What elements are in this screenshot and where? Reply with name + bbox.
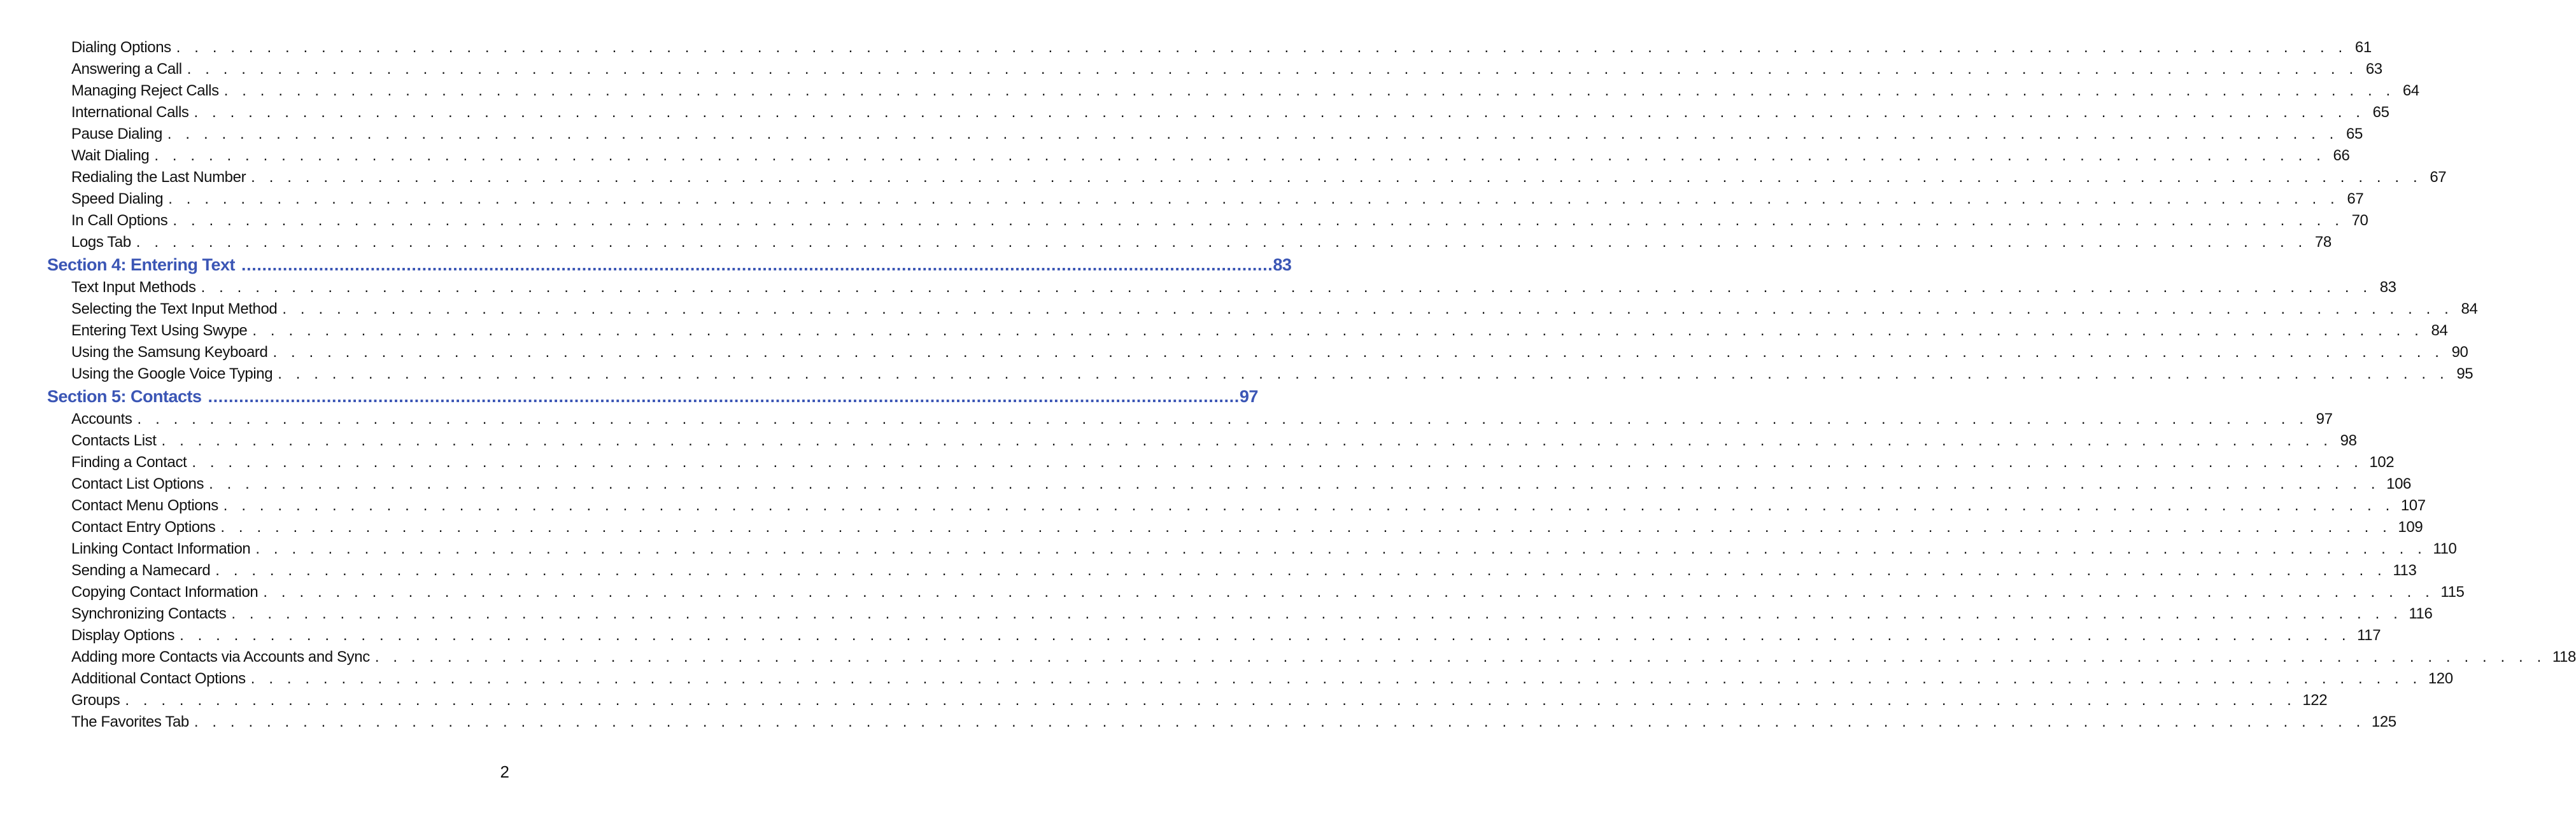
page-ref: 67: [2347, 190, 2364, 207]
page-ref: 115: [2440, 583, 2465, 601]
toc-entry[interactable]: [47, 342, 2468, 363]
section-title: Section 4: Entering Text: [47, 255, 236, 274]
toc-entry[interactable]: [47, 711, 2396, 733]
dot-leader: . . . . . . . . . . . . . . . . . . . . . . . . . . . . . . . . . . . . . . . . . . . . . . . . . . . . . . . . . . . . . . . . . . . . . . . . . . . . . . . . . . . . . . . . . . . . . . . . . . . . . . . . . . . . . . . . . . . . . . . .: [180, 627, 2351, 644]
entry-title: Contact List Options: [71, 475, 204, 492]
entry-title: Redialing the Last Number: [71, 169, 246, 186]
dot-leader: . . . . . . . . . . . . . . . . . . . . . . . . . . . . . . . . . . . . . . . . . . . . . . . . . . . . . . . . . . . . . . . . . . . . . . . . . . . . . . . . . . . . . . . . . . . . . . . . . . . . . . . . . . . . . . . . . . . . . . . .: [231, 605, 2403, 622]
toc-entry[interactable]: [47, 430, 2357, 452]
entry-title: Text Input Methods: [71, 279, 196, 296]
dot-leader: . . . . . . . . . . . . . . . . . . . . . . . . . . . . . . . . . . . . . . . . . . . . . . . . . . . . . . . . . . . . . . . . . . . . . . . . . . . . . . . . . . . . . . . . . . . . . . . . . . . . . . . . . . . . . . . . . . . . . . . .: [192, 454, 2363, 471]
page-ref: 66: [2333, 147, 2350, 164]
toc-entry[interactable]: [47, 473, 2411, 495]
dot-leader: . . . . . . . . . . . . . . . . . . . . . . . . . . . . . . . . . . . . . . . . . . . . . . . . . . . . . . . . . . . . . . . . . . . . . . . . . . . . . . . . . . . . . . . . . . . . . . . . . . . . . . . . . . . . . . . . . . . . . . . .: [223, 497, 2395, 514]
entry-title: Speed Dialing: [71, 190, 164, 207]
dot-leader: . . . . . . . . . . . . . . . . . . . . . . . . . . . . . . . . . . . . . . . . . . . . . . . . . . . . . . . . . . . . . . . . . . . . . . . . . . . . . . . . . . . . . . . . . . . . . . . . . . . . . . . . . . . . . . . . . . . . . . . .: [220, 519, 2392, 536]
page-ref: 65: [2372, 104, 2389, 121]
entry-title: Managing Reject Calls: [71, 82, 219, 99]
dot-leader: . . . . . . . . . . . . . . . . . . . . . . . . . . . . . . . . . . . . . . . . . . . . . . . . . . . . . . . . . . . . . . . . . . . . . . . . . . . . . . . . . . . . . . . . . . . . . . . . . . . . . . . . . . . . . . . . . . . . . . . .: [250, 670, 2422, 687]
dot-leader: . . . . . . . . . . . . . . . . . . . . . . . . . . . . . . . . . . . . . . . . . . . . . . . . . . . . . . . . . . . . . . . . . . . . . . . . . . . . . . . . . . . . . . . . . . . . . . . . . . . . . . . . . . . . . . . . . . . . . . . .: [173, 212, 2344, 229]
toc-entry[interactable]: [47, 145, 2350, 167]
toc-entry[interactable]: [47, 690, 2328, 711]
entry-title: Contact Entry Options: [71, 519, 216, 536]
dot-leader: . . . . . . . . . . . . . . . . . . . . . . . . . . . . . . . . . . . . . . . . . . . . . . . . . . . . . . . . . . . . . . . . . . . . . . . . . . . . . . . . . . . . . . . . . . . . . . . . . . . . . . . . . . . . . . . . . . . . . . . .: [201, 279, 2372, 296]
toc-section-heading[interactable]: [47, 385, 1258, 409]
toc-entry[interactable]: [47, 646, 2576, 668]
page-ref: 106: [2386, 475, 2411, 492]
dot-leader: . . . . . . . . . . . . . . . . . . . . . . . . . . . . . . . . . . . . . . . . . . . . . . . . . . . . . . . . . . . . . . . . . . . . . . . . . . . . . . . . . . . . . . . . . . . . . . . . . . . . . . . . . . . . . . . . . . . . . . . .: [194, 713, 2365, 730]
entry-title: Contacts List: [71, 432, 157, 449]
entry-title: Groups: [71, 692, 120, 709]
page-ref: 122: [2302, 692, 2328, 709]
page-ref: 65: [2346, 125, 2363, 143]
entry-title: Display Options: [71, 627, 175, 644]
dot-leader: . . . . . . . . . . . . . . . . . . . . . . . . . . . . . . . . . . . . . . . . . . . . . . . . . . . . . . . . . . . . . . . . . . . . . . . . . . . . . . . . . . . . . . . . . . . . . . . . . . . . . . . . . . . . . . . . . . . . . . . .: [278, 365, 2449, 382]
page-ref: 67: [2430, 169, 2447, 186]
dot-leader: . . . . . . . . . . . . . . . . . . . . . . . . . . . . . . . . . . . . . . . . . . . . . . . . . . . . . . . . . . . . . . . . . . . . . . . . . . . . . . . . . . . . . . . . . . . . . . . . . . . . . . . . . . . . . . . . . . . . . . . .: [137, 410, 2309, 428]
dot-leader: . . . . . . . . . . . . . . . . . . . . . . . . . . . . . . . . . . . . . . . . . . . . . . . . . . . . . . . . . . . . . . . . . . . . . . . . . . . . . . . . . . . . . . . . . . . . . . . . . . . . . . . . . . . . . . . . . . . . . . . .: [209, 475, 2381, 492]
toc-entry[interactable]: [47, 582, 2465, 603]
toc-entry[interactable]: [47, 538, 2457, 560]
dot-leader: . . . . . . . . . . . . . . . . . . . . . . . . . . . . . . . . . . . . . . . . . . . . . . . . . . . . . . . . . . . . . . . . . . . . . . . . . . . . . . . . . . . . . . . . . . . . . . . . . . . . . . . . . . . . . . . . . . . . . . . .: [215, 562, 2387, 579]
toc-entry[interactable]: [47, 320, 2448, 342]
dot-leader: . . . . . . . . . . . . . . . . . . . . . . . . . . . . . . . . . . . . . . . . . . . . . . . . . . . . . . . . . . . . . . . . . . . . . . . . . . . . . . . . . . . . . . . . . . . . . . . . . . . . . . . . . . . . . . . . . . . . . . . .: [272, 344, 2444, 361]
page-number: 2: [500, 762, 509, 781]
page-ref: 97: [1239, 387, 1258, 406]
entry-title: Selecting the Text Input Method: [71, 300, 278, 318]
toc-entry[interactable]: [47, 210, 2368, 232]
page-ref: 63: [2365, 60, 2382, 78]
entry-title: Linking Contact Information: [71, 540, 251, 557]
page-ref: 70: [2351, 212, 2368, 229]
page-ref: 109: [2398, 519, 2423, 536]
entry-title: Pause Dialing: [71, 125, 162, 143]
toc-entry[interactable]: [47, 232, 2332, 253]
toc-entry[interactable]: [47, 625, 2381, 646]
dot-leader: . . . . . . . . . . . . . . . . . . . . . . . . . . . . . . . . . . . . . . . . . . . . . . . . . . . . . . . . . . . . . . . . . . . . . . . . . . . . . . . . . . . . . . . . . . . . . . . . . . . . . . . . . . . . . . . . . . . . . . . .: [282, 300, 2454, 318]
toc-entry[interactable]: [47, 167, 2447, 188]
dot-leader: ........................................................................................................................................................................................................: [241, 255, 1273, 274]
page-ref: 120: [2428, 670, 2453, 687]
entry-title: Entering Text Using Swype: [71, 322, 248, 339]
dot-leader: . . . . . . . . . . . . . . . . . . . . . . . . . . . . . . . . . . . . . . . . . . . . . . . . . . . . . . . . . . . . . . . . . . . . . . . . . . . . . . . . . . . . . . . . . . . . . . . . . . . . . . . . . . . . . . . . . . . . . . . .: [167, 125, 2339, 143]
entry-title: Using the Google Voice Typing: [71, 365, 273, 382]
page-ref: 61: [2354, 39, 2372, 56]
toc-entry[interactable]: [47, 560, 2417, 582]
entry-title: Using the Samsung Keyboard: [71, 344, 268, 361]
dot-leader: . . . . . . . . . . . . . . . . . . . . . . . . . . . . . . . . . . . . . . . . . . . . . . . . . . . . . . . . . . . . . . . . . . . . . . . . . . . . . . . . . . . . . . . . . . . . . . . . . . . . . . . . . . . . . . . . . . . . . . . .: [194, 104, 2365, 121]
page-ref: 113: [2393, 562, 2417, 579]
entry-title: Sending a Namecard: [71, 562, 211, 579]
entry-title: In Call Options: [71, 212, 168, 229]
page-ref: 83: [1273, 255, 1292, 274]
entry-title: The Favorites Tab: [71, 713, 189, 730]
entry-title: Contact Menu Options: [71, 497, 218, 514]
page-ref: 116: [2409, 605, 2433, 622]
dot-leader: . . . . . . . . . . . . . . . . . . . . . . . . . . . . . . . . . . . . . . . . . . . . . . . . . . . . . . . . . . . . . . . . . . . . . . . . . . . . . . . . . . . . . . . . . . . . . . . . . . . . . . . . . . . . . . . . . . . . . . . .: [374, 648, 2546, 666]
toc-section-heading[interactable]: [47, 253, 1292, 277]
entry-title: Finding a Contact: [71, 454, 187, 471]
toc-entry[interactable]: [47, 452, 2395, 473]
toc-entry[interactable]: [47, 517, 2423, 538]
page-ref: 125: [2371, 713, 2396, 730]
dot-leader: . . . . . . . . . . . . . . . . . . . . . . . . . . . . . . . . . . . . . . . . . . . . . . . . . . . . . . . . . . . . . . . . . . . . . . . . . . . . . . . . . . . . . . . . . . . . . . . . . . . . . . . . . . . . . . . . . . . . . . . .: [255, 540, 2427, 557]
table-of-contents: [47, 37, 2576, 733]
dot-leader: . . . . . . . . . . . . . . . . . . . . . . . . . . . . . . . . . . . . . . . . . . . . . . . . . . . . . . . . . . . . . . . . . . . . . . . . . . . . . . . . . . . . . . . . . . . . . . . . . . . . . . . . . . . . . . . . . . . . . . . .: [176, 39, 2347, 56]
dot-leader: . . . . . . . . . . . . . . . . . . . . . . . . . . . . . . . . . . . . . . . . . . . . . . . . . . . . . . . . . . . . . . . . . . . . . . . . . . . . . . . . . . . . . . . . . . . . . . . . . . . . . . . . . . . . . . . . . . . . . . . .: [161, 432, 2333, 449]
entry-title: Copying Contact Information: [71, 583, 258, 601]
toc-entry[interactable]: [47, 277, 2396, 298]
dot-leader: . . . . . . . . . . . . . . . . . . . . . . . . . . . . . . . . . . . . . . . . . . . . . . . . . . . . . . . . . . . . . . . . . . . . . . . . . . . . . . . . . . . . . . . . . . . . . . . . . . . . . . . . . . . . . . . . . . . . . . . .: [252, 322, 2424, 339]
dot-leader: . . . . . . . . . . . . . . . . . . . . . . . . . . . . . . . . . . . . . . . . . . . . . . . . . . . . . . . . . . . . . . . . . . . . . . . . . . . . . . . . . . . . . . . . . . . . . . . . . . . . . . . . . . . . . . . . . . . . . . . .: [125, 692, 2296, 709]
section-title: Section 5: Contacts: [47, 387, 202, 406]
toc-entry[interactable]: [47, 363, 2473, 385]
dot-leader: . . . . . . . . . . . . . . . . . . . . . . . . . . . . . . . . . . . . . . . . . . . . . . . . . . . . . . . . . . . . . . . . . . . . . . . . . . . . . . . . . . . . . . . . . . . . . . . . . . . . . . . . . . . . . . . . . . . . . . . .: [187, 60, 2358, 78]
page-ref: 110: [2433, 540, 2457, 557]
page-ref: 90: [2451, 344, 2468, 361]
page-ref: 83: [2379, 279, 2396, 296]
dot-leader: . . . . . . . . . . . . . . . . . . . . . . . . . . . . . . . . . . . . . . . . . . . . . . . . . . . . . . . . . . . . . . . . . . . . . . . . . . . . . . . . . . . . . . . . . . . . . . . . . . . . . . . . . . . . . . . . . . . . . . . .: [263, 583, 2435, 601]
toc-entry[interactable]: [47, 123, 2363, 145]
toc-entry[interactable]: [47, 59, 2382, 80]
toc-entry[interactable]: [47, 102, 2389, 123]
page-ref: 107: [2400, 497, 2426, 514]
page-ref: 78: [2314, 234, 2332, 251]
entry-title: Wait Dialing: [71, 147, 150, 164]
entry-title: Adding more Contacts via Accounts and Sync: [71, 648, 370, 666]
page-ref: 102: [2369, 454, 2395, 471]
toc-entry[interactable]: [47, 298, 2478, 320]
dot-leader: . . . . . . . . . . . . . . . . . . . . . . . . . . . . . . . . . . . . . . . . . . . . . . . . . . . . . . . . . . . . . . . . . . . . . . . . . . . . . . . . . . . . . . . . . . . . . . . . . . . . . . . . . . . . . . . . . . . . . . . .: [136, 234, 2307, 251]
page-ref: 117: [2357, 627, 2381, 644]
page-ref: 98: [2340, 432, 2357, 449]
page-ref: 118: [2552, 648, 2576, 666]
toc-entry[interactable]: [47, 80, 2419, 102]
dot-leader: ........................................................................................................................................................................................................: [208, 387, 1240, 406]
toc-entry[interactable]: [47, 668, 2453, 690]
dot-leader: . . . . . . . . . . . . . . . . . . . . . . . . . . . . . . . . . . . . . . . . . . . . . . . . . . . . . . . . . . . . . . . . . . . . . . . . . . . . . . . . . . . . . . . . . . . . . . . . . . . . . . . . . . . . . . . . . . . . . . . .: [223, 82, 2395, 99]
toc-entry[interactable]: [47, 603, 2433, 625]
dot-leader: . . . . . . . . . . . . . . . . . . . . . . . . . . . . . . . . . . . . . . . . . . . . . . . . . . . . . . . . . . . . . . . . . . . . . . . . . . . . . . . . . . . . . . . . . . . . . . . . . . . . . . . . . . . . . . . . . . . . . . . .: [251, 169, 2423, 186]
entry-title: Synchronizing Contacts: [71, 605, 227, 622]
entry-title: Answering a Call: [71, 60, 182, 78]
toc-entry[interactable]: [47, 495, 2426, 517]
dot-leader: . . . . . . . . . . . . . . . . . . . . . . . . . . . . . . . . . . . . . . . . . . . . . . . . . . . . . . . . . . . . . . . . . . . . . . . . . . . . . . . . . . . . . . . . . . . . . . . . . . . . . . . . . . . . . . . . . . . . . . . .: [168, 190, 2340, 207]
entry-title: International Calls: [71, 104, 189, 121]
entry-title: Logs Tab: [71, 234, 131, 251]
page-ref: 64: [2402, 82, 2419, 99]
page-ref: 84: [2431, 322, 2448, 339]
dot-leader: . . . . . . . . . . . . . . . . . . . . . . . . . . . . . . . . . . . . . . . . . . . . . . . . . . . . . . . . . . . . . . . . . . . . . . . . . . . . . . . . . . . . . . . . . . . . . . . . . . . . . . . . . . . . . . . . . . . . . . . .: [154, 147, 2326, 164]
toc-entry[interactable]: [47, 188, 2364, 210]
page-ref: 84: [2461, 300, 2478, 318]
entry-title: Additional Contact Options: [71, 670, 246, 687]
page-ref: 95: [2456, 365, 2473, 382]
entry-title: Dialing Options: [71, 39, 171, 56]
toc-entry[interactable]: [47, 409, 2333, 430]
entry-title: Accounts: [71, 410, 132, 428]
page-ref: 97: [2316, 410, 2333, 428]
toc-entry[interactable]: [47, 37, 2372, 59]
